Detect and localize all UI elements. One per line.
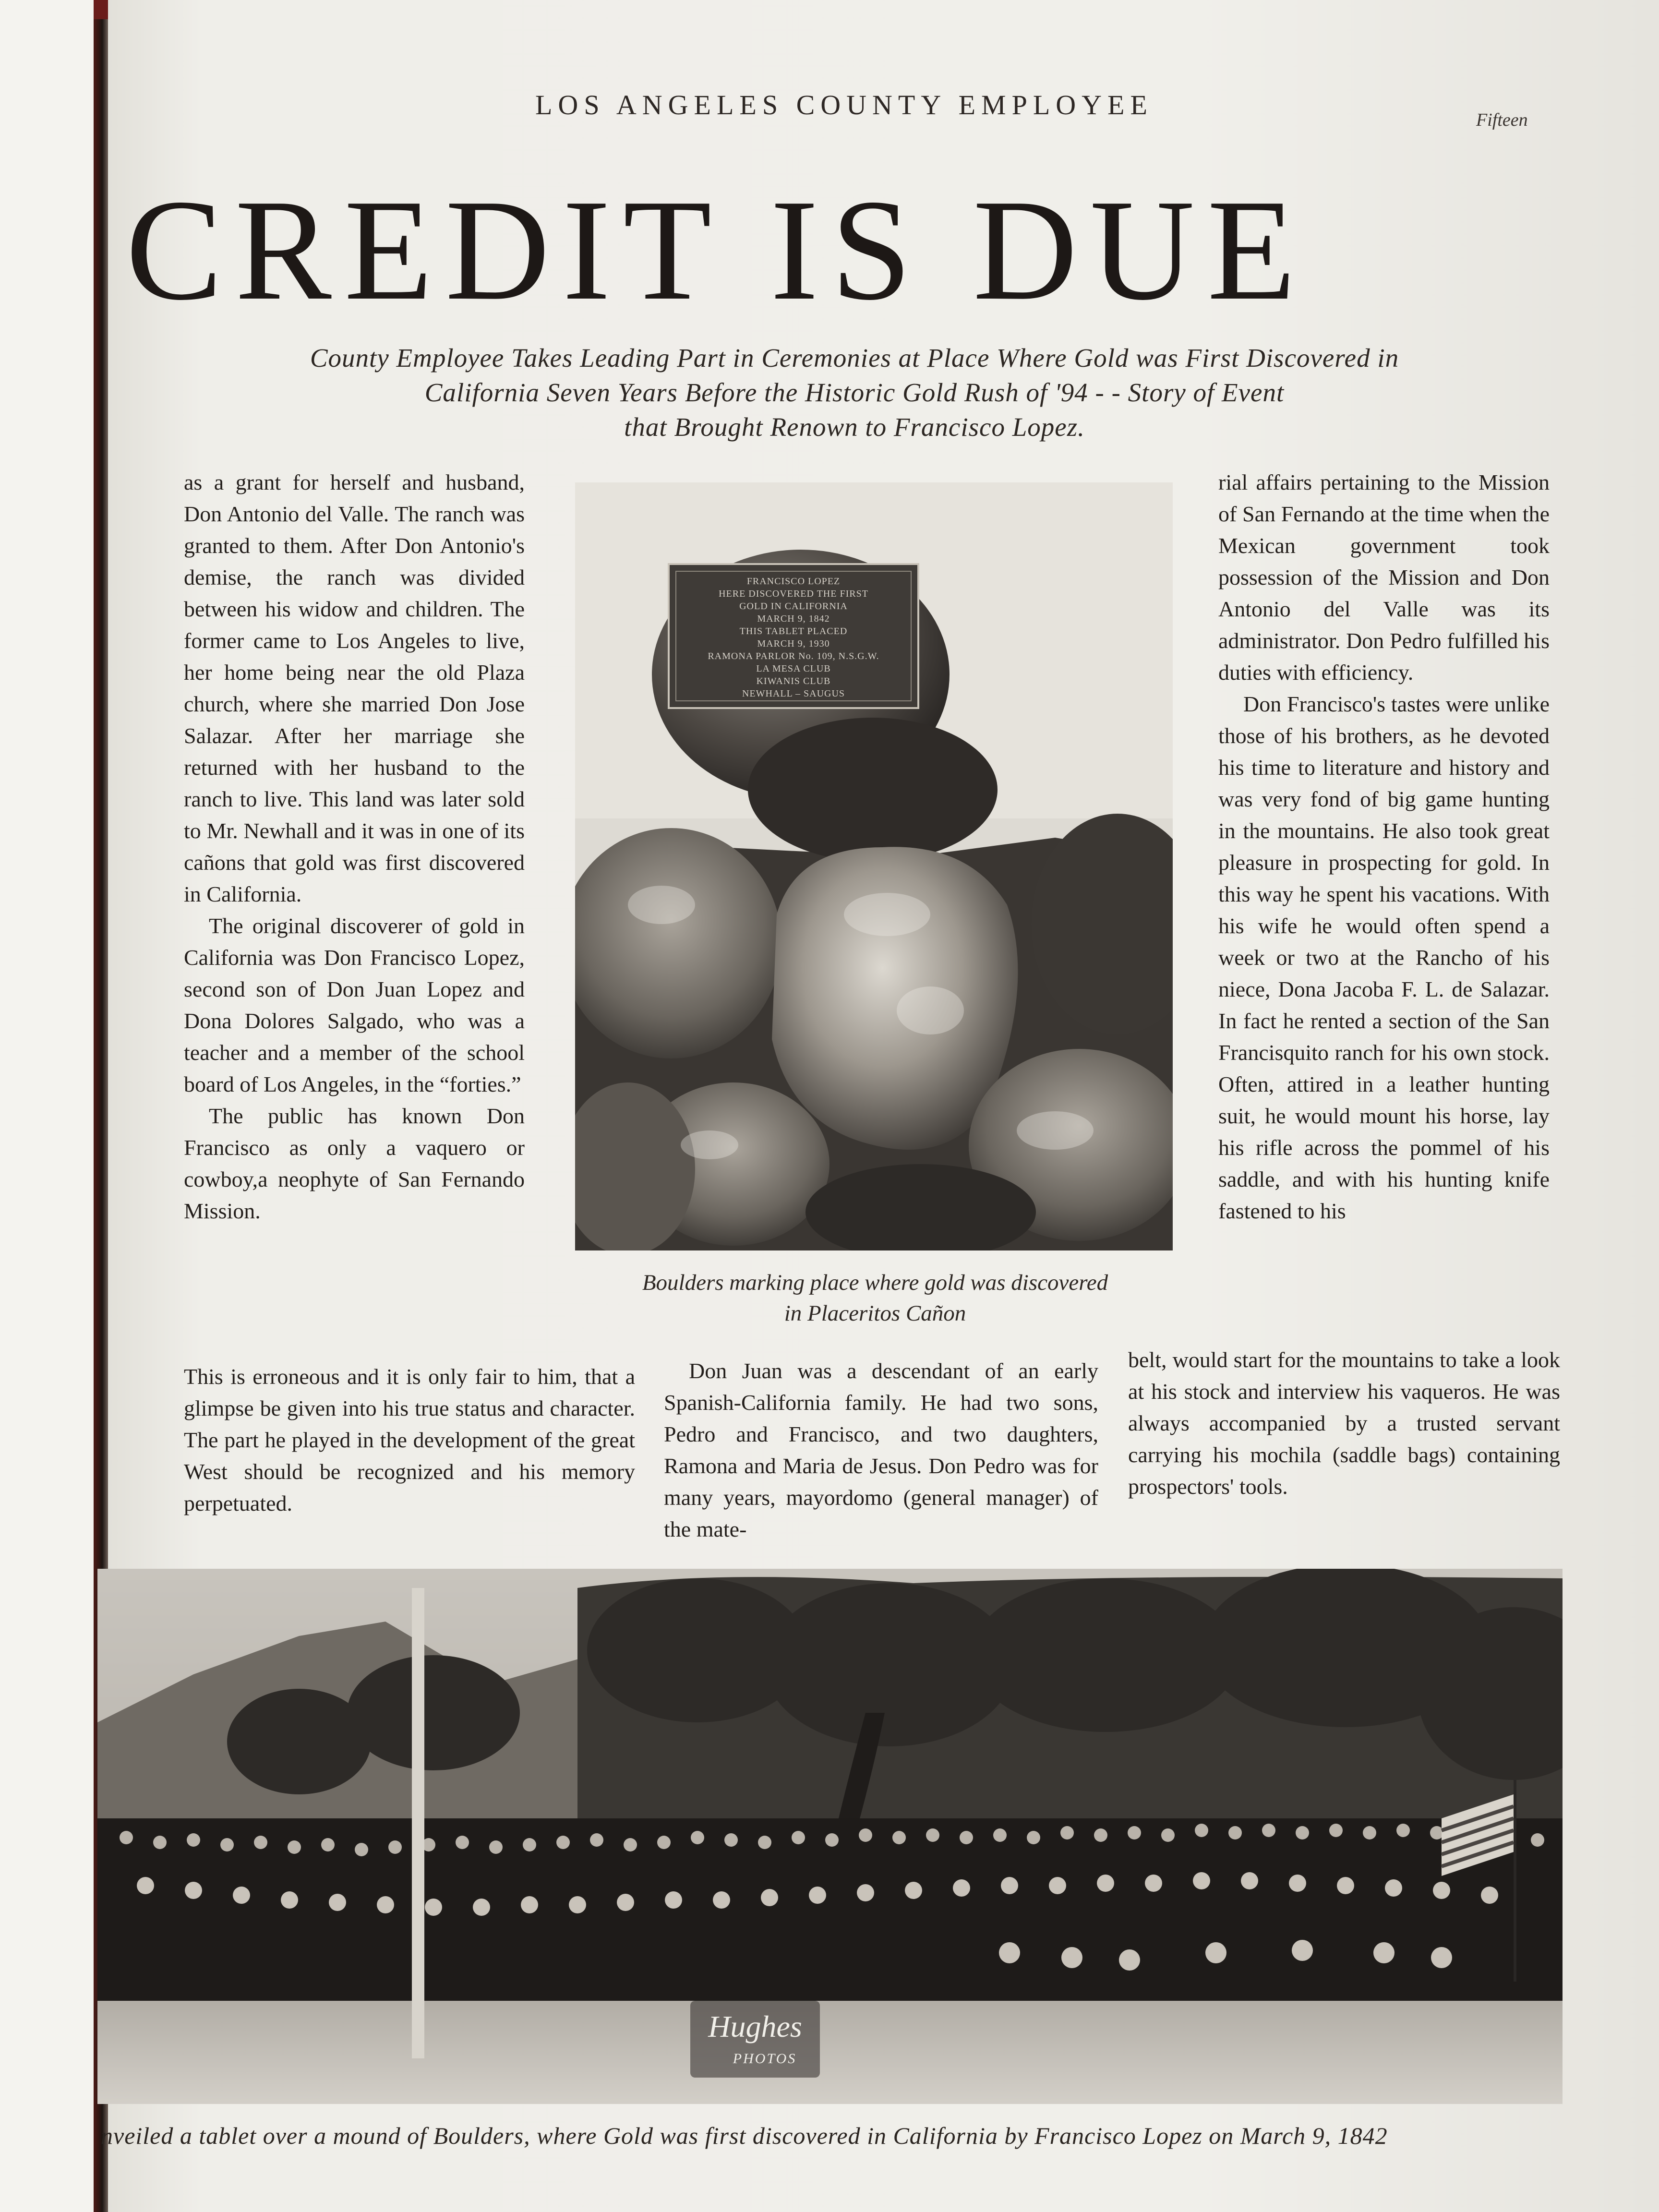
boulders-photo bbox=[575, 482, 1173, 1250]
col3-paragraph-2-continued: belt, would start for the mountains to take a look at his stock and interview his vaqueros. He was always accompanied by a trusted servant carrying his mochila (saddle bags) containing prospectors' tools. bbox=[1128, 1347, 1560, 1499]
col3-paragraph-2: Don Francisco's tastes were unlike those of his brothers, as he devoted his time to literature and history and was very fond of big game hunting in the mountains. He also took great pleasure in prospecting for gold. In this way he spent his vacations. With his wife he would often spend a week or two at the Rancho of his niece, Dona Jacoba F. L. de Salazar. In fact he rented a section of the San Francisquito ranch for his own stock. Often, attired in a leather hunting suit, he would mount his horse, lay his rifle across the pommel of his saddle, and with his hunting knife fastened to his bbox=[1218, 692, 1550, 1223]
col1-paragraph-3-continued: This is erroneous and it is only fair to him, that a glimpse be given into his true status and character. The part he played in the development of the great West should be recognized and his memory perpetuated. bbox=[184, 1364, 635, 1515]
plaque-line-7: RAMONA PARLOR No. 109, N.S.G.W. bbox=[708, 651, 879, 661]
caption-line-1: Boulders marking place where gold was discovered bbox=[642, 1270, 1108, 1295]
col3-paragraph-1: rial affairs pertaining to the Mission of San Fernando at the time when the Mexican government took possession of the Mission and Don Antonio del Valle was its administrator. Don Pedro fulfilled his duties with efficiency. bbox=[1218, 470, 1550, 685]
column-1 bbox=[184, 467, 525, 1227]
boulders-photo-caption bbox=[575, 1267, 1175, 1329]
plaque-line-1: FRANCISCO LOPEZ bbox=[746, 576, 841, 587]
facing-page-edge bbox=[0, 0, 94, 2212]
plaque-line-2: HERE DISCOVERED THE FIRST bbox=[719, 589, 868, 599]
plaque-line-5: THIS TABLET PLACED bbox=[739, 626, 848, 637]
running-head: LOS ANGELES COUNTY EMPLOYEE bbox=[535, 89, 1153, 120]
plaque-line-10: NEWHALL – SAUGUS bbox=[742, 688, 845, 699]
col1-paragraph-3: The public has known Don Francisco as only a vaquero or cowboy,a neophyte of San Fernando Mission. bbox=[184, 1104, 525, 1223]
page-number: Fifteen bbox=[1476, 110, 1528, 130]
plaque-line-8: LA MESA CLUB bbox=[756, 663, 831, 674]
column-1-continued bbox=[184, 1361, 635, 1519]
caption-line-2: in Placeritos Cañon bbox=[784, 1301, 966, 1326]
column-3-continued bbox=[1128, 1344, 1560, 1503]
column-3 bbox=[1218, 467, 1550, 1227]
article-title: CREDIT IS DUE bbox=[126, 170, 1309, 330]
photographer-watermark-sub: PHOTOS bbox=[733, 2051, 797, 2067]
article-subtitle bbox=[158, 341, 1551, 445]
plaque-line-6: MARCH 9, 1930 bbox=[757, 638, 830, 649]
plaque-line-9: KIWANIS CLUB bbox=[756, 676, 831, 686]
group-photo-caption: nveiled a tablet over a mound of Boulders, where Gold was first discovered in California by Francisco Lopez on March 9, 1842 bbox=[101, 2122, 1388, 2149]
subtitle-line-3: that Brought Renown to Francisco Lopez. bbox=[624, 412, 1085, 442]
subtitle-line-1: County Employee Takes Leading Part in Ceremonies at Place Where Gold was First Discovered in bbox=[310, 343, 1399, 373]
plaque-line-4: MARCH 9, 1842 bbox=[757, 613, 830, 624]
tree-trunk bbox=[412, 1588, 424, 2058]
plaque-line-3: GOLD IN CALIFORNIA bbox=[739, 601, 848, 612]
col1-paragraph-2: The original discoverer of gold in California was Don Francisco Lopez, second son of Don Juan Lopez and Dona Dolores Salgado, who was a teacher and a member of the school board of Los Angeles, in the “forties.” bbox=[184, 914, 525, 1096]
col2-paragraph-1: Don Juan was a descendant of an early Spanish-California family. He had two sons, Pedro and Francisco, and two daughters, Ramona and Maria de Jesus. Don Pedro was for many years, mayordomo (general manager) of the mate- bbox=[664, 1358, 1098, 1541]
col1-paragraph-1: as a grant for herself and husband, Don Antonio del Valle. The ranch was granted to them. After Don Antonio's demise, the ranch was divided between his widow and children. The former came to Los Angeles to live, her home being near the old Plaza church, where she married Don Jose Salazar. After her marriage she returned with her husband to the ranch to live. This land was later sold to Mr. Newhall and it was in one of its cañons that gold was first discovered in California. bbox=[184, 470, 525, 906]
group-photo bbox=[97, 1569, 1563, 2104]
subtitle-line-2: California Seven Years Before the Historic Gold Rush of '94 - - Story of Event bbox=[424, 378, 1285, 407]
column-2 bbox=[664, 1355, 1098, 1545]
photographer-watermark: Hughes bbox=[708, 2009, 802, 2044]
